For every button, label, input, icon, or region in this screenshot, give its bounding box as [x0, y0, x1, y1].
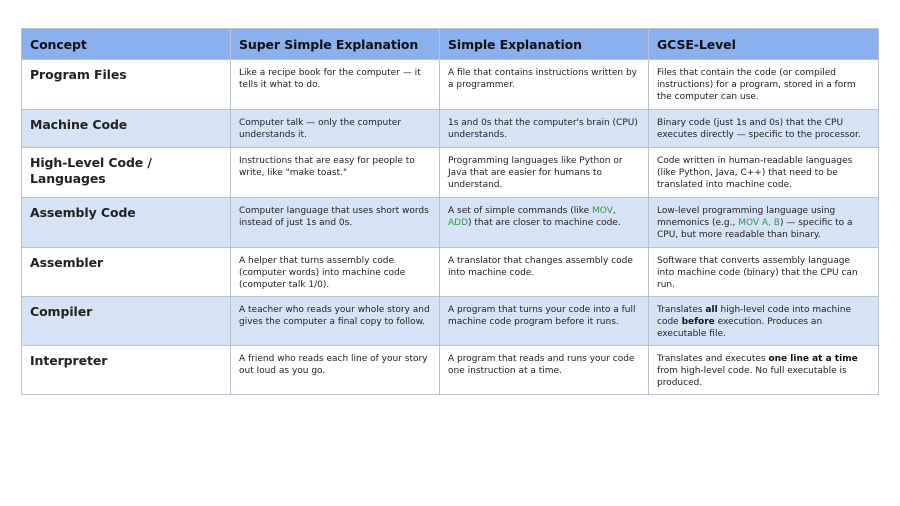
header-concept: Concept [22, 29, 231, 60]
gcse-cell: Software that converts assembly language into machine code (binary) that the CPU can run. [649, 248, 879, 297]
simple-text: ) that are closer to machine code. [468, 218, 621, 228]
gcse-cell [649, 297, 879, 346]
gcse-emphasis: before [681, 317, 715, 327]
header-gcse: GCSE-Level [649, 29, 879, 60]
code-mov-a-b: MOV A, B [738, 218, 780, 228]
gcse-cell: Binary code (just 1s and 0s) that the CPU executes directly — specific to the processor. [649, 110, 879, 148]
concept-cell: High-Level Code / Languages [22, 148, 231, 198]
table-row [22, 248, 879, 297]
table-row [22, 198, 879, 248]
gcse-cell [649, 198, 879, 248]
gcse-text: high-level code into machine code [657, 305, 852, 327]
concept-cell: Machine Code [22, 110, 231, 148]
code-mov: MOV [592, 206, 613, 216]
concept-cell: Compiler [22, 297, 231, 346]
code-add: ADD [448, 218, 469, 228]
super-simple-cell: A friend who reads each line of your story out loud as you go. [231, 346, 440, 395]
simple-cell: A translator that changes assembly code into machine code. [440, 248, 649, 297]
simple-cell [440, 198, 649, 248]
gcse-text: Translates and executes [657, 354, 769, 364]
simple-cell: 1s and 0s that the computer's brain (CPU) understands. [440, 110, 649, 148]
table-row [22, 297, 879, 346]
simple-cell: A file that contains instructions written by a programmer. [440, 60, 649, 110]
super-simple-cell: A helper that turns assembly code (computer words) into machine code (computer talk 1/0). [231, 248, 440, 297]
gcse-emphasis: all [705, 305, 718, 315]
header-row [22, 29, 879, 60]
concepts-table [21, 28, 879, 395]
super-simple-cell: A teacher who reads your whole story and gives the computer a final copy to follow. [231, 297, 440, 346]
gcse-cell [649, 346, 879, 395]
concept-cell: Interpreter [22, 346, 231, 395]
simple-text: , [612, 206, 616, 216]
concept-cell: Program Files [22, 60, 231, 110]
gcse-text: execution. Produces an executable file. [657, 317, 823, 339]
gcse-cell: Files that contain the code (or compiled instructions) for a program, stored in a form the computer can use. [649, 60, 879, 110]
super-simple-cell: Computer talk — only the computer understands it. [231, 110, 440, 148]
gcse-emphasis: one line at a time [768, 354, 858, 364]
super-simple-cell: Like a recipe book for the computer — it tells it what to do. [231, 60, 440, 110]
simple-cell: A program that reads and runs your code one instruction at a time. [440, 346, 649, 395]
super-simple-cell: Instructions that are easy for people to write, like "make toast." [231, 148, 440, 198]
gcse-text: Translates [657, 305, 706, 315]
simple-cell: A program that turns your code into a full machine code program before it runs. [440, 297, 649, 346]
concept-cell: Assembler [22, 248, 231, 297]
super-simple-cell: Computer language that uses short words instead of just 1s and 0s. [231, 198, 440, 248]
table-row [22, 110, 879, 148]
table-row [22, 60, 879, 110]
table-row [22, 346, 879, 395]
simple-text: A set of simple commands (like [448, 206, 593, 216]
header-super-simple: Super Simple Explanation [231, 29, 440, 60]
gcse-text: from high-level code. No full executable is produced. [657, 366, 847, 388]
concept-cell: Assembly Code [22, 198, 231, 248]
simple-cell: Programming languages like Python or Java that are easier for humans to understand. [440, 148, 649, 198]
table-row [22, 148, 879, 198]
gcse-cell: Code written in human-readable languages (like Python, Java, C++) that need to be translated into machine code. [649, 148, 879, 198]
header-simple: Simple Explanation [440, 29, 649, 60]
gcse-text: ) — specific to a CPU, but more readable than binary. [657, 218, 853, 240]
gcse-text: Low-level programming language using mnemonics (e.g., [657, 206, 836, 228]
